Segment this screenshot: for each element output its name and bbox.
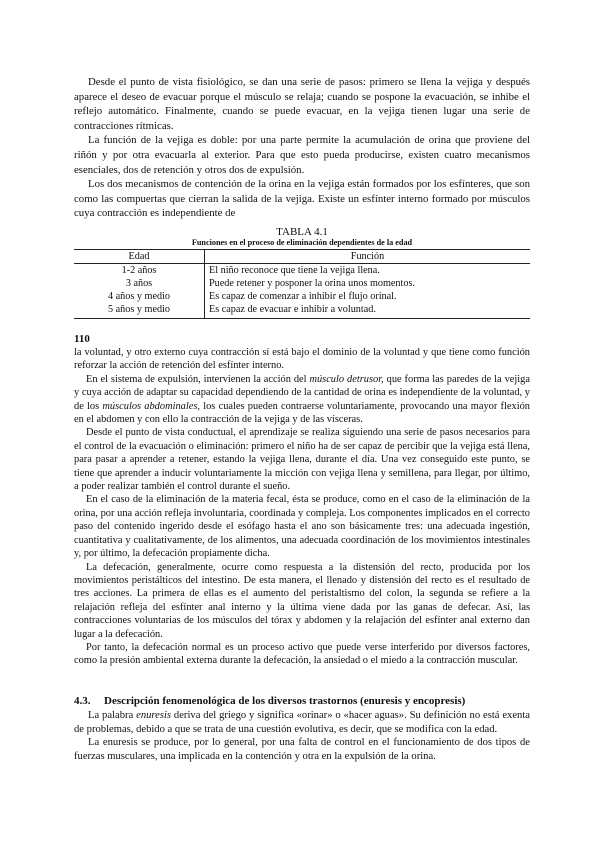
age-cell: 1-2 años: [74, 264, 205, 278]
age-cell: 3 años: [74, 277, 205, 290]
text-run: los cuales pueden contraerse voluntariamente, provocando una mayor flexión en el abdomen y con ello la contracción de la vejiga y de las vísceras.: [74, 400, 530, 426]
age-cell: 5 años y medio: [74, 303, 205, 319]
paragraph: [74, 373, 530, 427]
section-enuresis: [74, 709, 530, 763]
section-physiology: [74, 75, 530, 221]
term-enuresis: enuresis: [136, 710, 172, 721]
text-run: En el sistema de expulsión, intervienen la acción del: [86, 373, 310, 385]
paragraph: En el caso de la eliminación de la materia fecal, ésta se produce, como en el caso de la eliminación de la orina, por una acción refleja involuntaria, coordinada y compleja. Los componentes implicados en el correcto paso del contenido ingerido desde el esófago hasta el ano son básicamente tres: una adecuada ingestión, cuantitativa y cualitativamente, de los alimentos, una adecuada coordinación de los movimientos intestinales y, por último, la defecación propiamente dicha.: [74, 494, 530, 560]
table-row: [74, 303, 530, 319]
table-header-row: [74, 250, 530, 264]
header-function: Función: [205, 250, 531, 264]
paragraph: Por tanto, la defecación normal es un proceso activo que puede verse interferido por diversos factores, como la presión ambiental externa durante la defecación, la ansiedad o el miedo a la contracción muscular.: [74, 641, 530, 667]
heading-number: 4.3.: [74, 695, 91, 707]
section-continuation: [74, 346, 530, 668]
paragraph: La enuresis se produce, por lo general, por una falta de control en el funcionamiento de dos tipos de fuerzas musculares, una implicada en la contención y otra en la expulsión de la orina.: [74, 737, 530, 762]
table-row: [74, 277, 530, 290]
table-title: TABLA 4.1: [276, 226, 328, 238]
text-run: que forma las paredes de la vejiga y cuya acción de adaptar su capacidad dependiendo de la cantidad de orina es independiente de la voluntad, y de los: [74, 373, 530, 412]
header-age: Edad: [74, 250, 205, 264]
table-row: [74, 264, 530, 278]
paragraph: Desde el punto de vista conductual, el aprendizaje se realiza siguiendo una serie de pasos necesarios para el control de la evacuación o eliminación: primero el niño ha de ser capaz de percibir que la vejiga está llena, para pasar a aprender a retener, estando la vejiga llena, durante el día. Una vez conseguido este punto, se tiene que aprender a inducir voluntariamente la micción con vejiga llena y semillena, para llegar, por último, a poder realizar también el control durante el sueño.: [74, 427, 530, 493]
paragraph: la voluntad, y otro externo cuya contracción sí está bajo el dominio de la voluntad y que tiene como función reforzar la acción de retención del esfínter interno.: [74, 347, 530, 372]
paragraph: La función de la vejiga es doble: por una parte permite la acumulación de orina que proviene del riñón y por otra evacuarla al exterior. Para que esto pueda producirse, existen cuatro mecanismos esenciales, dos de retención y otros dos de expulsión.: [74, 134, 530, 176]
text-run: La palabra: [88, 710, 137, 721]
term-abdominales: músculos abdominales,: [102, 400, 200, 412]
functions-table: [74, 249, 530, 319]
text-run: deriva del griego y significa «orinar» o «hacer aguas». Su definición no está exenta de problemas, debido a que se trata de una cuestión evolutiva, es decir, que se modifica con la edad.: [74, 710, 530, 735]
function-cell: Es capaz de evacuar e inhibir a voluntad.: [205, 303, 531, 319]
function-cell: Puede retener y posponer la orina unos momentos.: [209, 278, 415, 289]
page-number: 110: [74, 333, 90, 345]
function-cell: Es capaz de comenzar a inhibir el flujo orinal.: [209, 291, 397, 302]
paragraph: [74, 709, 530, 736]
paragraph: La defecación, generalmente, ocurre como respuesta a la distensión del recto, producida por los movimientos peristálticos del intestino. De esta manera, el llenado y distensión del recto es el resultado de tres acciones. La primera de ellas es el aumento del peristaltismo del colon, la segunda se refiere a la relajación refleja del esfínter anal interno y la última viene dada por las ganas de defecar. Así, las contracciones voluntarias de los músculos del tórax y abdomen y la relajación del esfínter anal externo dan lugar a la defecación.: [74, 561, 530, 640]
paragraph: Los dos mecanismos de contención de la orina en la vejiga están formados por los esfínteres, que son como las compuertas que cierran la salida de la vejiga. Existe un esfínter interno formado por músculos cuya contracción es independiente de: [74, 178, 530, 220]
table-subtitle: Funciones en el proceso de eliminación dependientes de la edad: [191, 238, 413, 247]
table-row: [74, 290, 530, 303]
heading-title: Descripción fenomenológica de los diversos trastornos (enuresis y encopresis): [104, 695, 466, 707]
term-detrusor: músculo detrusor,: [309, 373, 384, 385]
table-4-1: [74, 226, 530, 319]
section-heading: [74, 695, 530, 708]
function-cell: El niño reconoce que tiene la vejiga llena.: [209, 265, 380, 276]
age-cell: 4 años y medio: [74, 290, 205, 303]
paragraph: Desde el punto de vista fisiológico, se dan una serie de pasos: primero se llena la vejiga y después aparece el deseo de evacuar porque el músculo se relaja; cuando se pospone la evacuación, se inhibe el reflejo automático. Finalmente, cuando se puede evacuar, en la vejiga tienen lugar una serie de contracciones rítmicas.: [74, 76, 530, 132]
